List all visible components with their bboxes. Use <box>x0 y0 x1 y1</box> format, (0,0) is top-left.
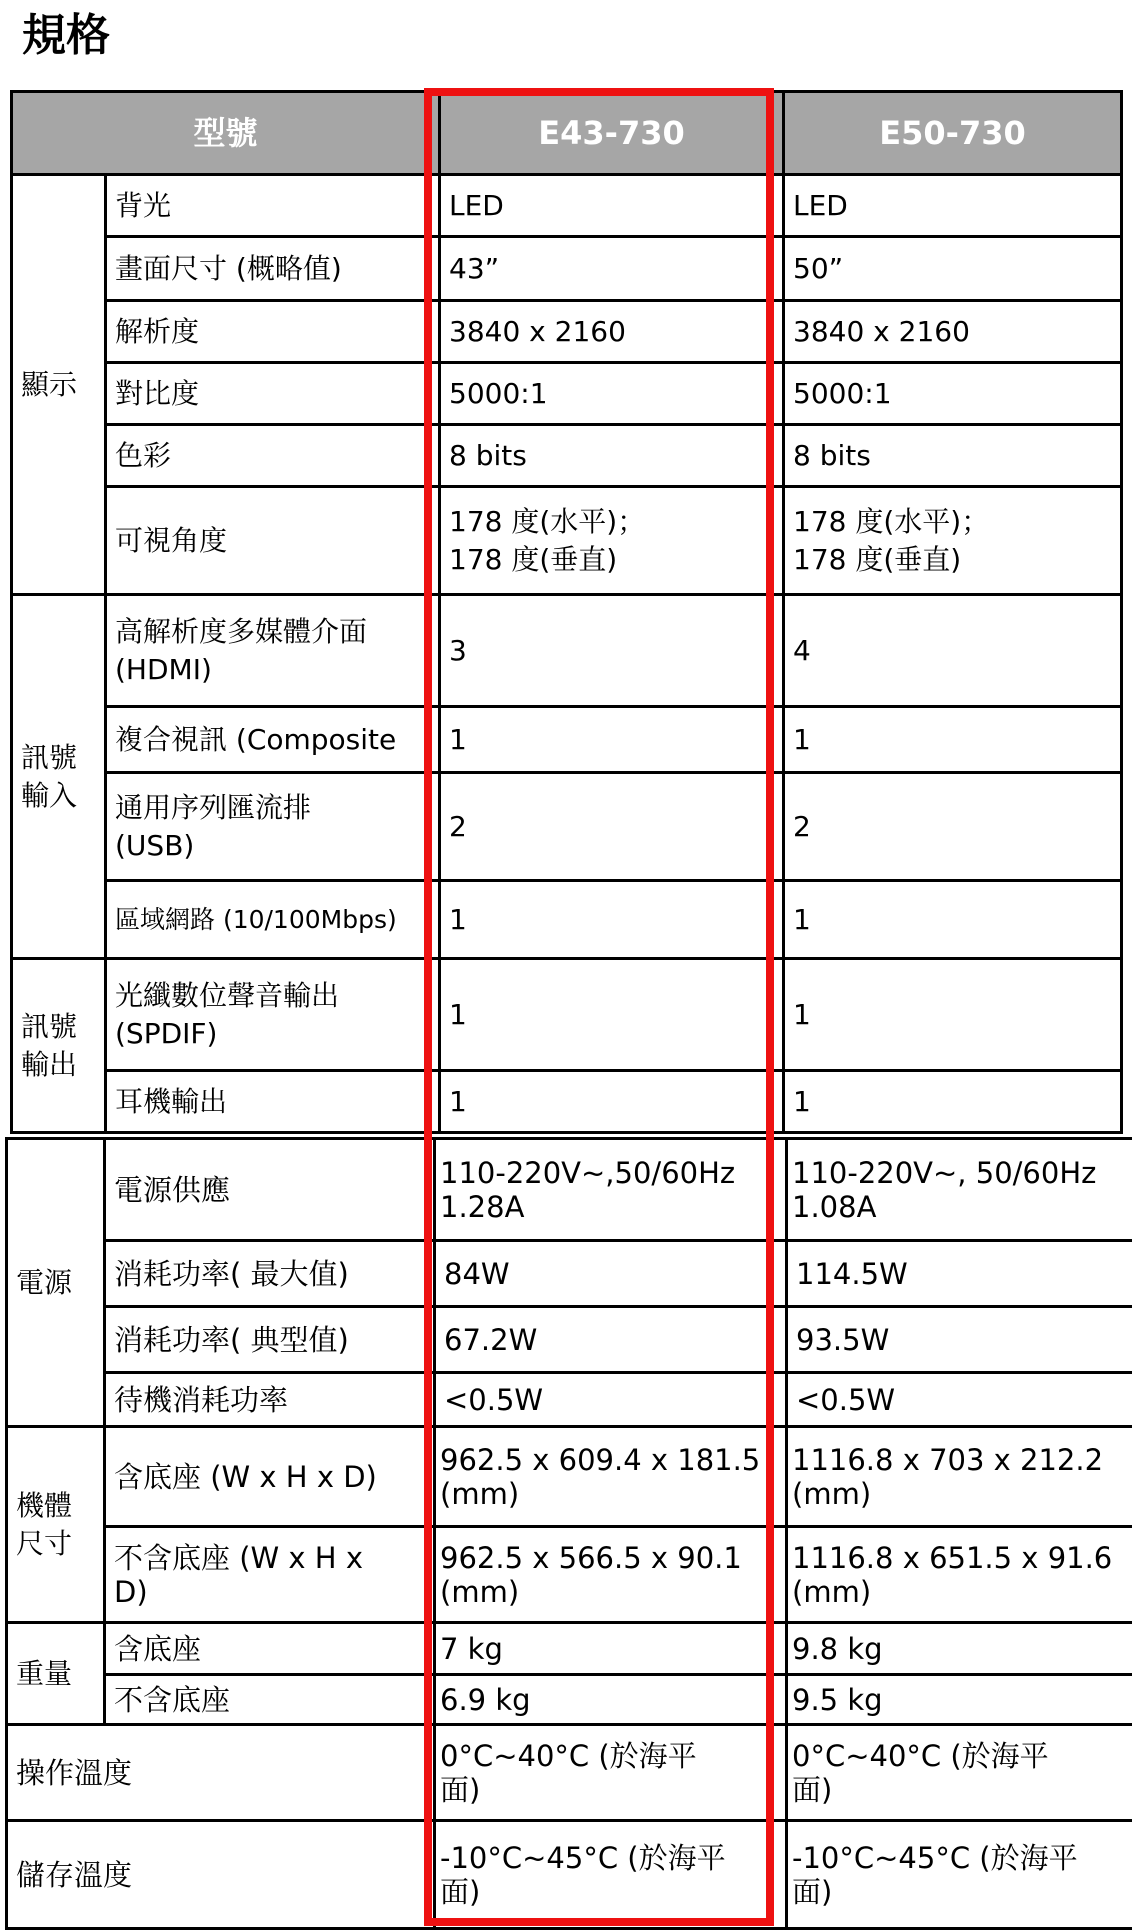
spec-label: 色彩 <box>106 425 440 487</box>
table-row <box>12 237 1122 301</box>
table-row <box>12 487 1122 595</box>
spec-value-e50: 50” <box>784 237 1122 301</box>
spec-value-e43: 6.9 kg <box>435 1675 787 1725</box>
spec-value-e43: -10°C~45°C (於海平 面) <box>435 1821 787 1929</box>
spec-table-display-io <box>10 90 1123 1134</box>
table-row <box>7 1821 1132 1929</box>
spec-value-e50: 0°C~40°C (於海平 面) <box>787 1725 1132 1821</box>
header-row <box>12 92 1122 175</box>
table-row <box>12 881 1122 959</box>
spec-label: 光纖數位聲音輸出 (SPDIF) <box>106 959 440 1071</box>
spec-value-e43: 1 <box>440 707 784 773</box>
spec-value-e43: 962.5 x 609.4 x 181.5 (mm) <box>435 1427 787 1527</box>
model-header-label: 型號 <box>12 92 440 175</box>
table-row <box>7 1725 1132 1821</box>
spec-value-e50: 114.5W <box>787 1241 1132 1307</box>
table-row <box>7 1675 1132 1725</box>
group-dimensions: 機體 尺寸 <box>7 1427 105 1623</box>
spec-value-e43: <0.5W <box>435 1373 787 1427</box>
group-weight: 重量 <box>7 1623 105 1725</box>
spec-value-e50: -10°C~45°C (於海平 面) <box>787 1821 1132 1929</box>
spec-label: 消耗功率( 典型值) <box>105 1307 435 1373</box>
spec-value-e50: 178 度(水平)； 178 度(垂直) <box>784 487 1122 595</box>
spec-value-e43: 1 <box>440 881 784 959</box>
spec-value-e43: 3840 x 2160 <box>440 301 784 363</box>
spec-label: 可視角度 <box>106 487 440 595</box>
spec-label: 解析度 <box>106 301 440 363</box>
spec-value-e43: 178 度(水平)； 178 度(垂直) <box>440 487 784 595</box>
table-row <box>12 959 1122 1071</box>
spec-value-e43: 7 kg <box>435 1623 787 1675</box>
spec-value-e50: 2 <box>784 773 1122 881</box>
spec-label: 不含底座 (W x H x D) <box>105 1527 435 1623</box>
spec-value-e43: 962.5 x 566.5 x 90.1 (mm) <box>435 1527 787 1623</box>
spec-label: 電源供應 <box>105 1139 435 1241</box>
spec-label: 對比度 <box>106 363 440 425</box>
page-title: 規格 <box>22 10 110 61</box>
spec-label: 耳機輸出 <box>106 1071 440 1133</box>
spec-value-e43: 3 <box>440 595 784 707</box>
table-row <box>12 773 1122 881</box>
spec-value-e50: 3840 x 2160 <box>784 301 1122 363</box>
table-row <box>7 1623 1132 1675</box>
model-header-e50: E50-730 <box>784 92 1122 175</box>
spec-label: 複合視訊 (Composite <box>106 707 440 773</box>
table-row <box>7 1139 1132 1241</box>
spec-value-e43: 84W <box>435 1241 787 1307</box>
spec-label: 操作溫度 <box>7 1725 435 1821</box>
spec-value-e43: LED <box>440 175 784 237</box>
spec-value-e50: 9.5 kg <box>787 1675 1132 1725</box>
table-row <box>12 425 1122 487</box>
table-row <box>12 301 1122 363</box>
spec-label: 不含底座 <box>105 1675 435 1725</box>
spec-label: 儲存溫度 <box>7 1821 435 1929</box>
spec-value-e50: 1116.8 x 651.5 x 91.6 (mm) <box>787 1527 1132 1623</box>
model-header-e43: E43-730 <box>440 92 784 175</box>
spec-label: 含底座 (W x H x D) <box>105 1427 435 1527</box>
spec-value-e43: 8 bits <box>440 425 784 487</box>
spec-value-e50: 93.5W <box>787 1307 1132 1373</box>
spec-value-e43: 1 <box>440 1071 784 1133</box>
spec-value-e50: 5000:1 <box>784 363 1122 425</box>
spec-label: 含底座 <box>105 1623 435 1675</box>
spec-label: 高解析度多媒體介面 (HDMI) <box>106 595 440 707</box>
spec-label: 區域網路 (10/100Mbps) <box>106 881 440 959</box>
spec-value-e43: 5000:1 <box>440 363 784 425</box>
spec-value-e50: 1 <box>784 959 1122 1071</box>
spec-value-e50: 4 <box>784 595 1122 707</box>
table-row <box>12 363 1122 425</box>
table-row <box>7 1527 1132 1623</box>
table-row <box>7 1373 1132 1427</box>
spec-value-e50: 9.8 kg <box>787 1623 1132 1675</box>
table-row <box>12 595 1122 707</box>
spec-value-e50: 8 bits <box>784 425 1122 487</box>
spec-label: 背光 <box>106 175 440 237</box>
group-display: 顯示 <box>12 175 106 595</box>
spec-label: 消耗功率( 最大值) <box>105 1241 435 1307</box>
spec-value-e50: 110-220V~, 50/60Hz 1.08A <box>787 1139 1132 1241</box>
spec-value-e43: 67.2W <box>435 1307 787 1373</box>
table-row <box>7 1427 1132 1527</box>
spec-value-e50: 1116.8 x 703 x 212.2 (mm) <box>787 1427 1132 1527</box>
spec-value-e50: 1 <box>784 881 1122 959</box>
spec-value-e50: 1 <box>784 707 1122 773</box>
spec-value-e43: 1 <box>440 959 784 1071</box>
spec-table-power-physical <box>5 1137 1132 1930</box>
spec-label: 待機消耗功率 <box>105 1373 435 1427</box>
table-row <box>12 707 1122 773</box>
spec-label: 畫面尺寸 (概略值) <box>106 237 440 301</box>
spec-value-e43: 0°C~40°C (於海平 面) <box>435 1725 787 1821</box>
spec-value-e50: LED <box>784 175 1122 237</box>
table-row <box>7 1307 1132 1373</box>
table-row <box>12 1071 1122 1133</box>
group-signal-input: 訊號 輸入 <box>12 595 106 959</box>
spec-label: 通用序列匯流排 (USB) <box>106 773 440 881</box>
group-signal-output: 訊號 輸出 <box>12 959 106 1133</box>
group-power: 電源 <box>7 1139 105 1427</box>
spec-value-e50: 1 <box>784 1071 1122 1133</box>
table-row <box>7 1241 1132 1307</box>
spec-value-e43: 110-220V~,50/60Hz 1.28A <box>435 1139 787 1241</box>
spec-value-e50: <0.5W <box>787 1373 1132 1427</box>
spec-value-e43: 2 <box>440 773 784 881</box>
spec-value-e43: 43” <box>440 237 784 301</box>
table-row <box>12 175 1122 237</box>
